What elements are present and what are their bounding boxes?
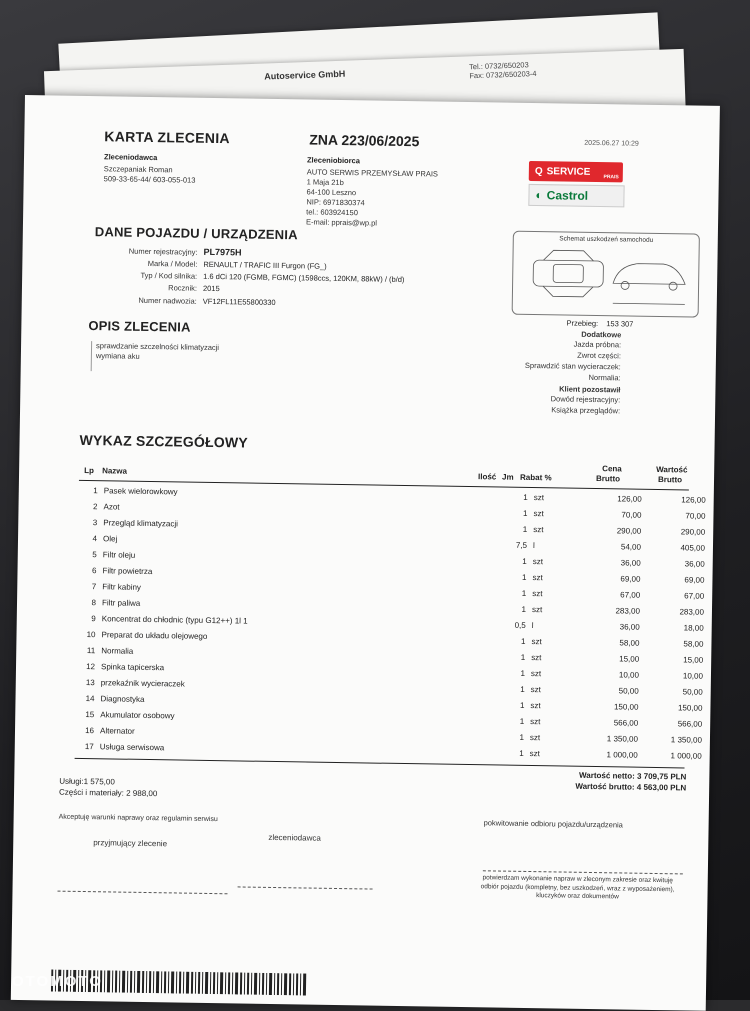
client-signature-label: zleceniodawca xyxy=(268,832,321,843)
registration-number: PL7975H xyxy=(203,246,242,258)
receiver-signature-line xyxy=(57,891,227,895)
vehicle-data: Numer rejestracyjny: PL7975H Marka / Model: RENAULT / TRAFIC III Furgon (FG_) Typ / Kod silnika: 1.6 dCi 120 (FGMB, FGMC) (1598ccs, 120KM, 88kW) / (b/d) Rocznik: 2015 Numer nadwozia: VF12FL11E55800330 xyxy=(128,246,405,307)
table-row: 10 Preparat do układu olejowego 1 szt 58,00 58,00 xyxy=(86,630,704,649)
order-desc-title: OPIS ZLECENIA xyxy=(88,318,191,335)
table-row: 17 Usługa serwisowa 1 szt 1 000,00 1 000,00 xyxy=(84,742,702,761)
table-row: 5 Filtr oleju 1 szt 36,00 36,00 xyxy=(92,550,705,569)
order-datetime: 2025.06.27 10:29 xyxy=(584,139,639,148)
q-icon: Q xyxy=(534,165,543,177)
order-sheet xyxy=(11,95,720,1011)
total-netto: Wartość netto: 3 709,75 PLN xyxy=(579,770,687,782)
service-logos xyxy=(528,161,629,213)
table-row: 3 Przegląd klimatyzacji 1 szt 290,00 290,00 xyxy=(92,518,706,537)
services-total: Usługi:1 575,00 xyxy=(59,776,115,787)
table-row: 12 Spinka tapicerska 1 szt 10,00 10,00 xyxy=(86,662,704,681)
page-title: KARTA ZLECENIA xyxy=(104,128,231,147)
damage-schematic: Schemat uszkodzeń samochodu xyxy=(512,231,700,318)
parts-total: Części i materiały: 2 988,00 xyxy=(58,787,158,799)
receiver-signature-label: przyjmujący zlecenie xyxy=(93,838,168,849)
details-title: WYKAZ SZCZEGÓŁOWY xyxy=(79,431,248,451)
client-block: Zleceniodawca Szczepaniak Roman 509-33-65-44/ 603-055-013 xyxy=(103,152,196,185)
otomoto-watermark: OTOMOTO xyxy=(12,973,103,990)
confirm-note: potwierdzam wykonanie napraw w zleconym zakresie oraz kwituję odbiór pojazdu (kompletny, bez uszkodzeń, wraz z wyposażeniem), kluczyków oraz dokumentów xyxy=(480,874,675,901)
mileage: Przebieg: 153 307 xyxy=(566,318,634,329)
table-row: 8 Filtr paliwa 1 szt 283,00 283,00 xyxy=(91,598,705,617)
extras-block: Dodatkowe Jazda próbna: Zwrot części: Sprawdzić stan wycieraczek: Normalia: Klient pozostawił Dowód rejestracyjny: Książka przeglądów: xyxy=(524,329,622,416)
table-row: 16 Alternator 1 szt 1 350,00 1 350,00 xyxy=(85,726,703,745)
back-phones: Tel.: 0732/650203 Fax: 0732/650203-4 xyxy=(468,60,537,81)
q-service-logo: Q SERVICE PRAIS xyxy=(529,161,623,182)
totals xyxy=(464,768,686,793)
total-brutto: Wartość brutto: 4 563,00 PLN xyxy=(575,781,687,793)
order-number: ZNA 223/06/2025 xyxy=(309,131,420,150)
back-company: Autoservice GmbH xyxy=(264,68,346,82)
accept-terms: Akceptuję warunki naprawy oraz regulamin serwisu xyxy=(58,813,218,824)
table-row: 6 Filtr powietrza 1 szt 69,00 69,00 xyxy=(92,566,705,585)
table-row: 14 Diagnostyka 1 szt 150,00 150,00 xyxy=(85,694,703,713)
table-row: 15 Akumulator osobowy 1 szt 566,00 566,00 xyxy=(85,710,703,729)
table-row: 7 Filtr kabiny 1 szt 67,00 67,00 xyxy=(91,582,705,601)
barcode xyxy=(51,970,451,998)
car-outline-icon xyxy=(513,242,697,311)
table-row: 9 Koncentrat do chłodnic (typu G12++) 1l 1 0,5 l 36,00 18,00 xyxy=(91,614,704,633)
client-signature-line xyxy=(238,886,373,889)
castrol-icon: ◐ xyxy=(535,188,543,203)
contractor-block: Zleceniobiorca AUTO SERWIS PRZEMYSŁAW PRAIS 1 Maja 21b 64-100 Leszno NIP: 6971830374 tel.: 603924150 E-mail: pprais@wp.pl xyxy=(305,155,439,228)
order-desc: sprawdzanie szczelności klimatyzacji wymiana aku xyxy=(91,341,296,374)
castrol-logo: ◐ Castrol xyxy=(528,184,624,208)
table-row: 11 Normalia 1 szt 15,00 15,00 xyxy=(86,646,704,665)
totals-breakdown xyxy=(59,776,158,800)
receive-note: pokwitowanie odbioru pojazdu/urządzenia xyxy=(483,818,623,830)
table-row: 2 Azot 1 szt 70,00 70,00 xyxy=(93,502,706,521)
table-header: Lp Nazwa Ilość Jm Rabat % Cena Brutto Wartość Brutto xyxy=(84,464,688,485)
table-row: 13 przekaźnik wycieraczek 1 szt 50,00 50,00 xyxy=(85,678,703,697)
vehicle-title: DANE POJAZDU / URZĄDZENIA xyxy=(94,224,298,243)
table-row: 4 Olej 7,5 l 54,00 405,00 xyxy=(92,534,706,553)
table-row: 1 Pasek wielorowkowy 1 szt 126,00 126,00 xyxy=(93,486,706,505)
